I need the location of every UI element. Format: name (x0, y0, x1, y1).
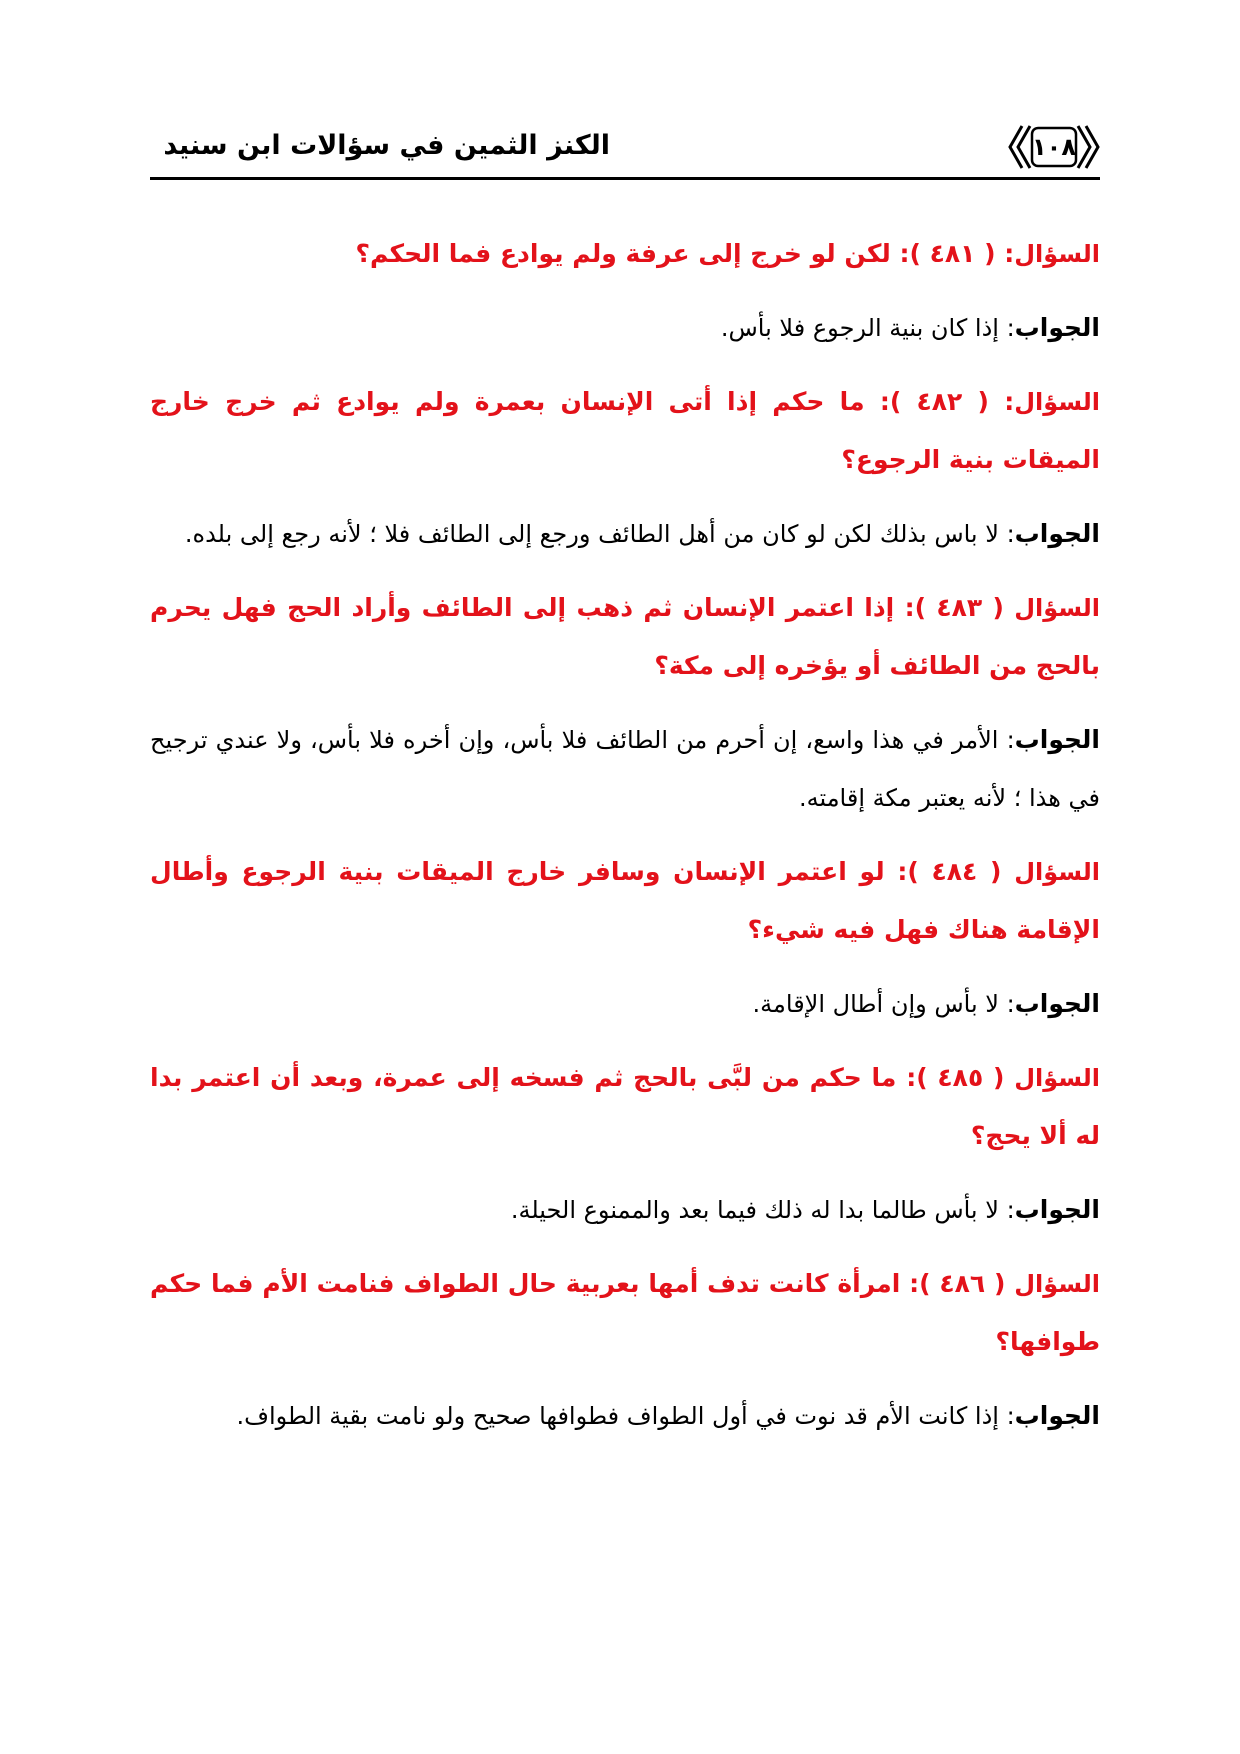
question-label: السؤال (1014, 1064, 1100, 1092)
question-485 (150, 1049, 1100, 1165)
question-label: السؤال (1014, 594, 1100, 622)
answer-text: إذا كان بنية الرجوع فلا بأس. (720, 314, 999, 342)
question-text: لكن لو خرج إلى عرفة ولم يوادع فما الحكم؟ (355, 239, 891, 268)
question-text: ما حكم من لبَّى بالحج ثم فسخه إلى عمرة، وبعد أن اعتمر بدا له ألا يحج؟ (150, 1063, 1100, 1150)
answer-label: الجواب (1014, 1195, 1100, 1224)
question-text: امرأة كانت تدف أمها بعربية حال الطواف فنامت الأم فما حكم طوافها؟ (150, 1269, 1100, 1356)
question-text: لو اعتمر الإنسان وسافر خارج الميقات بنية الرجوع وأطال الإقامة هناك فهل فيه شيء؟ (150, 857, 1100, 944)
answer-text: لا بأس وإن أطال الإقامة. (752, 990, 999, 1018)
question-482 (150, 373, 1100, 489)
page-header (150, 118, 1100, 178)
question-number: ( ٤٨٦ ): (900, 1269, 1015, 1298)
question-number: ( ٤٨٣ ): (894, 593, 1015, 622)
book-title: الكنز الثمين في سؤالات ابن سنيد (163, 130, 610, 161)
answer-text: الأمر في هذا واسع، إن أحرم من الطائف فلا بأس، وإن أخره فلا بأس، ولا عندي ترجيح في هذا ؛ لأنه يعتبر مكة إقامته. (150, 726, 1100, 812)
answer-481: الجواب: إذا كان بنية الرجوع فلا بأس. (720, 313, 1100, 342)
qa-content (150, 225, 1100, 1461)
answer-485: الجواب: لا بأس طالما بدا له ذلك فيما بعد والممنوع الحيلة. (510, 1195, 1100, 1224)
question-label: السؤال (1014, 240, 1100, 268)
question-486 (150, 1255, 1100, 1371)
answer-483: الجواب: الأمر في هذا واسع، إن أحرم من الطائف فلا بأس، وإن أخره فلا بأس، ولا عندي ترجيح في هذا ؛ لأنه يعتبر مكة إقامته. (150, 725, 1100, 812)
question-number: ( ٤٨٤ ): (884, 857, 1015, 886)
answer-label: الجواب (1014, 989, 1100, 1018)
question-484 (150, 843, 1100, 959)
question-label: السؤال (1014, 388, 1100, 416)
answer-484: الجواب: لا بأس وإن أطال الإقامة. (752, 989, 1100, 1018)
answer-text: لا باس بذلك لكن لو كان من أهل الطائف ورجع إلى الطائف فلا ؛ لأنه رجع إلى بلده. (184, 520, 999, 548)
answer-text: إذا كانت الأم قد نوت في أول الطواف فطوافها صحيح ولو نامت بقية الطواف. (236, 1402, 999, 1430)
question-text: إذا اعتمر الإنسان ثم ذهب إلى الطائف وأراد الحج فهل يحرم بالحج من الطائف أو يؤخره إلى مكة؟ (150, 593, 1100, 680)
answer-label: الجواب (1014, 725, 1100, 754)
answer-label: الجواب (1014, 313, 1100, 342)
question-number: : ( ٤٨١ ): (890, 239, 1015, 268)
answer-text: لا بأس طالما بدا له ذلك فيما بعد والممنوع الحيلة. (510, 1196, 999, 1224)
answer-label: الجواب (1014, 519, 1100, 548)
header-divider (150, 177, 1100, 180)
page-number: ١٠٨ (1032, 133, 1076, 161)
question-text: ما حكم إذا أتى الإنسان بعمرة ولم يوادع ثم خرج خارج الميقات بنية الرجوع؟ (150, 387, 1100, 474)
question-label: السؤال (1014, 858, 1100, 886)
question-481 (150, 225, 1100, 283)
answer-label: الجواب (1014, 1401, 1100, 1430)
answer-482: الجواب: لا باس بذلك لكن لو كان من أهل الطائف ورجع إلى الطائف فلا ؛ لأنه رجع إلى بلده. (184, 519, 1100, 548)
question-number: : ( ٤٨٢ ): (864, 387, 1015, 416)
answer-486: الجواب: إذا كانت الأم قد نوت في أول الطواف فطوافها صحيح ولو نامت بقية الطواف. (236, 1401, 1100, 1430)
question-483 (150, 579, 1100, 695)
question-number: ( ٤٨٥ ): (896, 1063, 1015, 1092)
question-label: السؤال (1014, 1270, 1100, 1298)
page-number-badge (1008, 122, 1100, 172)
